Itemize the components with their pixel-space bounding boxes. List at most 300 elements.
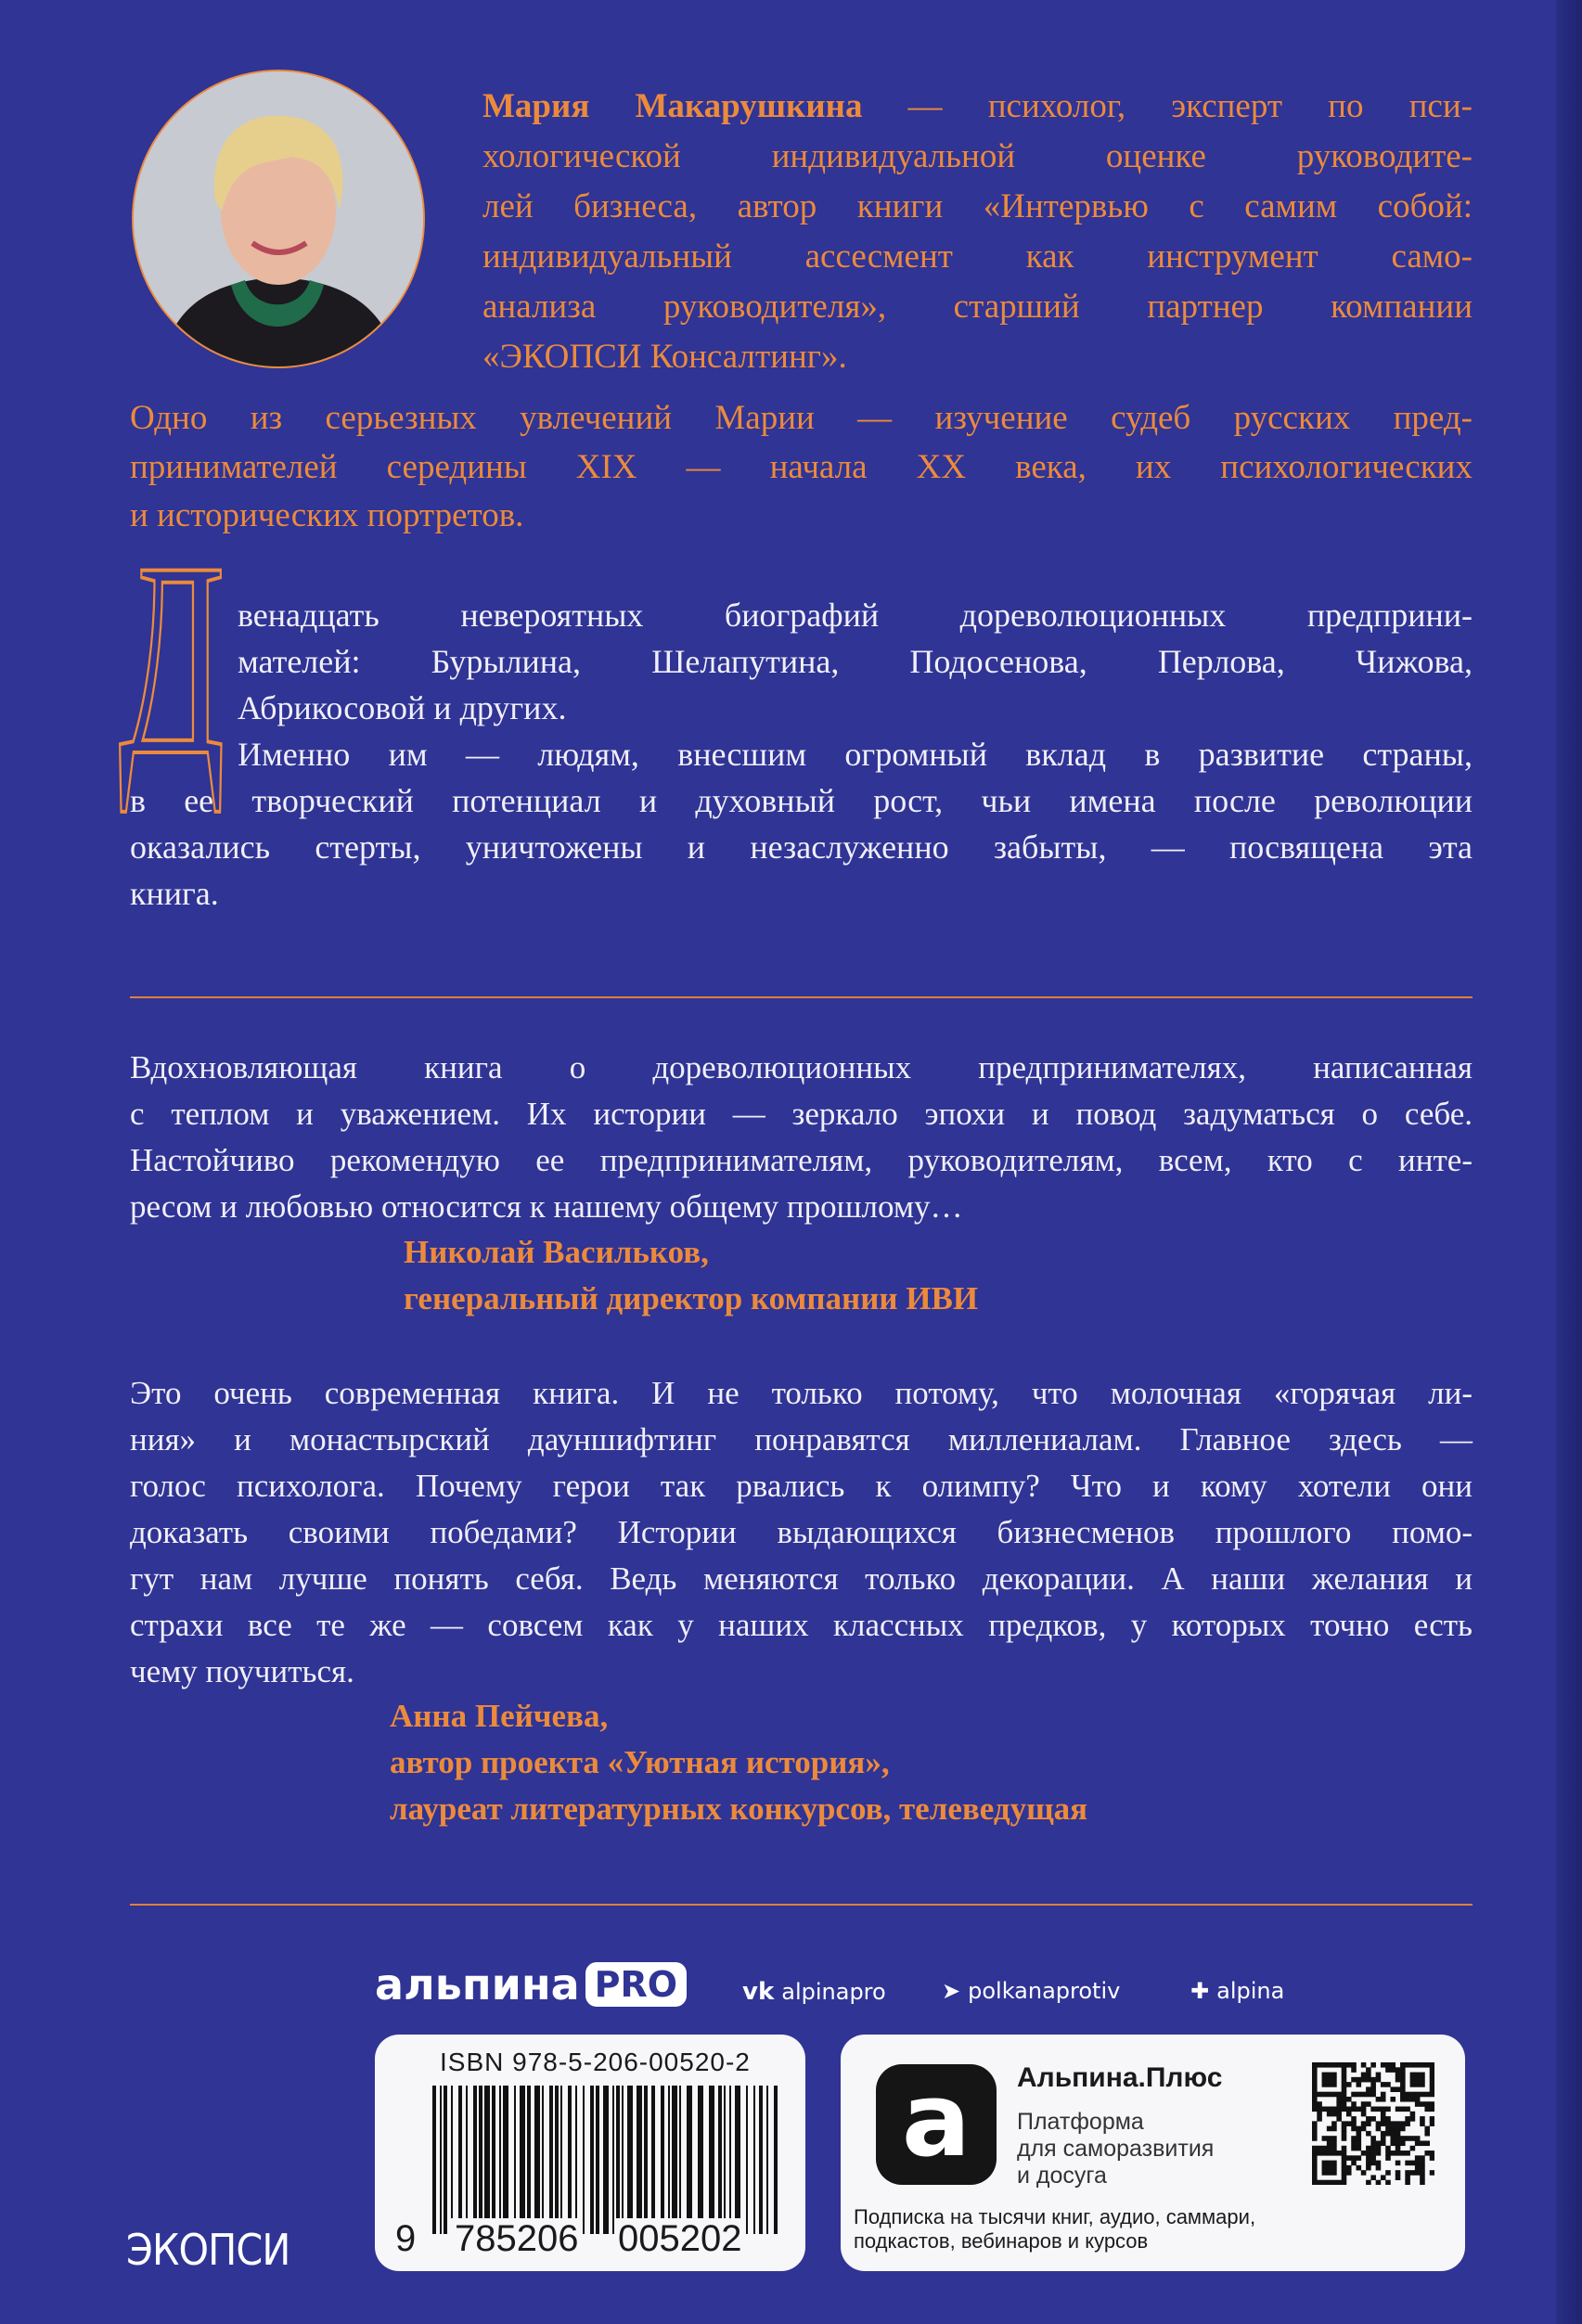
barcode-bar <box>451 2086 453 2234</box>
qr-module <box>1400 2151 1406 2156</box>
qr-module <box>1415 2097 1421 2102</box>
qr-module <box>1357 2136 1362 2141</box>
review-line: ния» и монастырский дауншифтинг понравятся миллениалам. Главное здесь — <box>130 1421 1473 1457</box>
qr-module <box>1351 2092 1357 2098</box>
divider <box>130 1904 1473 1906</box>
qr-module <box>1390 2140 1396 2146</box>
review-2 <box>130 1370 1473 1695</box>
qr-module <box>1346 2082 1352 2087</box>
qr-module <box>1327 2170 1332 2176</box>
qr-module <box>1376 2140 1382 2146</box>
qr-module <box>1405 2116 1410 2122</box>
qr-module <box>1312 2073 1318 2078</box>
qr-module <box>1317 2107 1322 2112</box>
qr-code[interactable] <box>1312 2062 1434 2185</box>
qr-module <box>1361 2121 1367 2126</box>
vk-icon: vk <box>742 1978 775 2006</box>
qr-module <box>1420 2092 1425 2098</box>
qr-module <box>1370 2082 1376 2087</box>
logo-badge: PRO <box>585 1962 687 2007</box>
qr-module <box>1322 2082 1328 2087</box>
barcode-bar <box>753 2086 755 2234</box>
barcode-bar <box>759 2086 763 2234</box>
qr-module <box>1366 2180 1371 2185</box>
qr-module <box>1410 2092 1416 2098</box>
annotation-line: мателей: Бурылина, Шелапутина, Подосенова, Перлова, Чижова, <box>238 643 1473 680</box>
qr-module <box>1322 2146 1328 2151</box>
barcode-bar <box>432 2086 436 2234</box>
qr-module <box>1351 2155 1357 2161</box>
social-alpina: ✚ alpina <box>1190 1978 1285 2004</box>
qr-module <box>1366 2131 1371 2137</box>
qr-module <box>1336 2092 1342 2098</box>
qr-module <box>1351 2121 1357 2126</box>
qr-module <box>1342 2151 1347 2156</box>
divider <box>130 996 1473 998</box>
barcode-bar <box>735 2086 740 2234</box>
barcode-digit: 9 <box>395 2218 417 2259</box>
qr-module <box>1381 2092 1386 2098</box>
barcode-bar <box>568 2086 572 2234</box>
barcode <box>432 2086 785 2234</box>
barcode-bar <box>479 2086 482 2234</box>
qr-module <box>1366 2086 1371 2092</box>
qr-module <box>1342 2126 1347 2132</box>
qr-module <box>1370 2077 1376 2083</box>
qr-module <box>1346 2170 1352 2176</box>
qr-module <box>1390 2121 1396 2126</box>
review-line: страхи все те же — совсем как у наших классных предков, у которых точно есть <box>130 1607 1473 1643</box>
qr-module <box>1400 2140 1406 2146</box>
qr-module <box>1357 2107 1362 2112</box>
barcode-bar <box>527 2086 531 2234</box>
qr-module <box>1424 2131 1430 2137</box>
review-line: с теплом и уважением. Их истории — зеркало эпохи и повод задуматься о себе. <box>130 1096 1473 1132</box>
qr-module <box>1400 2107 1406 2112</box>
qr-module <box>1327 2126 1332 2132</box>
qr-module <box>1390 2136 1396 2141</box>
qr-module <box>1376 2097 1382 2102</box>
qr-module <box>1312 2165 1318 2171</box>
barcode-bar <box>590 2086 594 2234</box>
barcode-bar <box>542 2086 544 2234</box>
qr-module <box>1410 2073 1416 2078</box>
qr-module <box>1381 2112 1386 2117</box>
qr-module <box>1327 2151 1332 2156</box>
qr-module <box>1331 2180 1337 2185</box>
review-line: доказать своими победами? Истории выдающихся бизнесменов прошлого помо- <box>130 1514 1473 1550</box>
reviewer-title: генеральный директор компании ИВИ <box>404 1280 979 1316</box>
qr-module <box>1361 2107 1367 2112</box>
qr-module <box>1331 2062 1337 2068</box>
annotation-line: оказались стерты, уничтожены и незаслуженно забыты, — посвящена эта <box>130 828 1473 866</box>
qr-module <box>1331 2121 1337 2126</box>
barcode-bar <box>458 2086 462 2234</box>
review-2-signature <box>390 1693 1087 1832</box>
qr-module <box>1331 2077 1337 2083</box>
qr-module <box>1331 2165 1337 2171</box>
qr-module <box>1396 2136 1401 2141</box>
qr-module <box>1381 2131 1386 2137</box>
qr-module <box>1430 2086 1434 2092</box>
qr-module <box>1430 2170 1434 2176</box>
qr-module <box>1312 2101 1318 2107</box>
bio-line: Мария Макарушкина — психолог, эксперт по пси- <box>482 87 1473 125</box>
qr-module <box>1327 2107 1332 2112</box>
qr-module <box>1396 2151 1401 2156</box>
qr-module <box>1410 2136 1416 2141</box>
qr-module <box>1376 2146 1382 2151</box>
qr-module <box>1317 2101 1322 2107</box>
barcode-digits: 785206 <box>451 2218 582 2260</box>
barcode-bar <box>520 2086 525 2234</box>
qr-module <box>1370 2116 1376 2122</box>
qr-module <box>1366 2067 1371 2073</box>
qr-module <box>1317 2180 1322 2185</box>
qr-module <box>1342 2155 1347 2161</box>
qr-module <box>1385 2116 1391 2122</box>
qr-module <box>1357 2140 1362 2146</box>
qr-module <box>1327 2112 1332 2117</box>
qr-module <box>1385 2126 1391 2132</box>
qr-module <box>1376 2073 1382 2078</box>
qr-module <box>1331 2112 1337 2117</box>
qr-module <box>1370 2161 1376 2166</box>
qr-module <box>1396 2107 1401 2112</box>
barcode-bar <box>484 2086 490 2234</box>
qr-module <box>1361 2092 1367 2098</box>
social-vk: vk alpinapro <box>742 1978 886 2006</box>
qr-module <box>1420 2170 1425 2176</box>
qr-module <box>1357 2155 1362 2161</box>
qr-module <box>1366 2155 1371 2161</box>
qr-module <box>1430 2062 1434 2068</box>
reviewer-title: автор проекта «Уютная история», <box>390 1744 890 1780</box>
qr-module <box>1396 2067 1401 2073</box>
qr-module <box>1430 2077 1434 2083</box>
qr-module <box>1351 2146 1357 2151</box>
qr-module <box>1396 2121 1401 2126</box>
qr-module <box>1381 2136 1386 2141</box>
qr-module <box>1336 2151 1342 2156</box>
barcode-bar <box>622 2086 624 2234</box>
promo-subtitle: Платформа для саморазвития и досуга <box>1017 2109 1215 2189</box>
qr-module <box>1357 2082 1362 2087</box>
review-1-signature <box>404 1229 978 1322</box>
qr-module <box>1336 2112 1342 2117</box>
qr-module <box>1405 2180 1410 2185</box>
review-line: гут нам лучше понять себя. Ведь меняются только декорации. А наши желания и <box>130 1560 1473 1597</box>
qr-module <box>1381 2062 1386 2068</box>
qr-module <box>1390 2097 1396 2102</box>
qr-module <box>1376 2161 1382 2166</box>
qr-module <box>1342 2062 1347 2068</box>
qr-module <box>1415 2101 1421 2107</box>
qr-module <box>1424 2092 1430 2098</box>
qr-module <box>1342 2146 1347 2151</box>
qr-module <box>1312 2146 1318 2151</box>
barcode-bar <box>444 2086 447 2234</box>
qr-module <box>1400 2062 1406 2068</box>
qr-module <box>1327 2077 1332 2083</box>
qr-module <box>1361 2101 1367 2107</box>
qr-module <box>1336 2101 1342 2107</box>
barcode-bar <box>514 2086 516 2234</box>
qr-module <box>1361 2112 1367 2117</box>
qr-module <box>1381 2116 1386 2122</box>
qr-module <box>1331 2170 1337 2176</box>
qr-module <box>1361 2077 1367 2083</box>
barcode-bar <box>612 2086 614 2234</box>
qr-module <box>1405 2151 1410 2156</box>
qr-module <box>1415 2170 1421 2176</box>
qr-module <box>1312 2151 1318 2156</box>
qr-module <box>1376 2180 1382 2185</box>
qr-module <box>1366 2165 1371 2171</box>
qr-module <box>1351 2077 1357 2083</box>
hobby-line: принимателей середины XIX — начала XX века, их психологических <box>130 447 1473 486</box>
review-line: Это очень современная книга. И не только потому, что молочная «горячая ли- <box>130 1375 1473 1411</box>
qr-module <box>1405 2092 1410 2098</box>
barcode-bar <box>583 2086 585 2234</box>
qr-module <box>1415 2062 1421 2068</box>
qr-module <box>1430 2107 1434 2112</box>
qr-module <box>1400 2136 1406 2141</box>
qr-module <box>1361 2151 1367 2156</box>
qr-module <box>1327 2146 1332 2151</box>
qr-module <box>1420 2101 1425 2107</box>
qr-module <box>1357 2165 1362 2171</box>
qr-module <box>1327 2092 1332 2098</box>
barcode-card <box>375 2035 805 2271</box>
review-1 <box>130 1045 1473 1230</box>
qr-module <box>1430 2092 1434 2098</box>
qr-module <box>1361 2170 1367 2176</box>
drop-cap: Д <box>119 505 225 813</box>
qr-module <box>1312 2121 1318 2126</box>
qr-module <box>1405 2107 1410 2112</box>
qr-module <box>1361 2073 1367 2078</box>
barcode-bar <box>668 2086 670 2234</box>
qr-module <box>1415 2082 1421 2087</box>
qr-module <box>1366 2092 1371 2098</box>
bio-line: анализа руководителя», старший партнер компании <box>482 288 1473 326</box>
qr-module <box>1424 2101 1430 2107</box>
qr-module <box>1336 2107 1342 2112</box>
barcode-bar <box>549 2086 553 2234</box>
qr-module <box>1331 2151 1337 2156</box>
promo-title: Альпина.Плюс <box>1017 2062 1223 2093</box>
qr-module <box>1420 2073 1425 2078</box>
qr-module <box>1317 2116 1322 2122</box>
barcode-bar <box>466 2086 468 2234</box>
qr-module <box>1322 2180 1328 2185</box>
qr-module <box>1370 2151 1376 2156</box>
qr-module <box>1357 2077 1362 2083</box>
qr-module <box>1317 2092 1322 2098</box>
qr-module <box>1336 2116 1342 2122</box>
qr-module <box>1396 2175 1401 2180</box>
qr-module <box>1317 2112 1322 2117</box>
qr-module <box>1400 2092 1406 2098</box>
qr-module <box>1430 2151 1434 2156</box>
qr-module <box>1361 2126 1367 2132</box>
qr-module <box>1342 2077 1347 2083</box>
qr-module <box>1351 2067 1357 2073</box>
qr-module <box>1312 2067 1318 2073</box>
qr-module <box>1376 2077 1382 2083</box>
qr-module <box>1410 2082 1416 2087</box>
qr-module <box>1410 2161 1416 2166</box>
qr-module <box>1342 2170 1347 2176</box>
qr-module <box>1317 2146 1322 2151</box>
qr-module <box>1400 2126 1406 2132</box>
qr-module <box>1322 2165 1328 2171</box>
qr-module <box>1361 2062 1367 2068</box>
qr-module <box>1322 2073 1328 2078</box>
qr-module <box>1331 2161 1337 2166</box>
reviewer-title: лауреат литературных конкурсов, телеведущая <box>390 1791 1088 1827</box>
qr-module <box>1312 2092 1318 2098</box>
qr-module <box>1424 2062 1430 2068</box>
qr-module <box>1312 2175 1318 2180</box>
barcode-bar <box>473 2086 477 2234</box>
barcode-bar <box>616 2086 620 2234</box>
qr-module <box>1385 2082 1391 2087</box>
qr-module <box>1376 2107 1382 2112</box>
qr-module <box>1420 2165 1425 2171</box>
annotation-line: Именно им — людям, внесшим огромный вклад в развитие страны, <box>238 736 1473 773</box>
qr-module <box>1322 2077 1328 2083</box>
qr-module <box>1342 2067 1347 2073</box>
barcode-bar <box>729 2086 731 2234</box>
qr-module <box>1331 2107 1337 2112</box>
alpina-plus-card <box>841 2035 1465 2271</box>
barcode-bar <box>575 2086 577 2234</box>
qr-module <box>1400 2097 1406 2102</box>
qr-module <box>1370 2155 1376 2161</box>
qr-module <box>1410 2062 1416 2068</box>
qr-module <box>1331 2082 1337 2087</box>
qr-module <box>1390 2131 1396 2137</box>
qr-module <box>1312 2107 1318 2112</box>
qr-module <box>1415 2073 1421 2078</box>
qr-module <box>1430 2067 1434 2073</box>
imprint-logo: ЭКОПСИ <box>126 2225 290 2275</box>
qr-module <box>1351 2107 1357 2112</box>
barcode-bar <box>627 2086 633 2234</box>
barcode-bar <box>718 2086 722 2234</box>
qr-module <box>1396 2086 1401 2092</box>
qr-module <box>1420 2121 1425 2126</box>
qr-module <box>1327 2136 1332 2141</box>
hobby-line: Одно из серьезных увлечений Марии — изучение судеб русских пред- <box>130 399 1473 437</box>
qr-module <box>1390 2067 1396 2073</box>
qr-module <box>1357 2092 1362 2098</box>
barcode-bar <box>492 2086 495 2234</box>
qr-module <box>1405 2121 1410 2126</box>
review-line: Настойчиво рекомендую ее предпринимателям, руководителям, всем, кто с инте- <box>130 1142 1473 1178</box>
author-name: Мария Макарушкина <box>482 87 863 125</box>
qr-module <box>1385 2170 1391 2176</box>
qr-module <box>1400 2082 1406 2087</box>
barcode-bar <box>499 2086 501 2234</box>
qr-module <box>1322 2170 1328 2176</box>
qr-module <box>1396 2131 1401 2137</box>
annotation-line: Абрикосовой и других. <box>238 689 567 726</box>
annotation-line: в ее творческий потенциал и духовный рост, чьи имена после революции <box>130 782 1473 819</box>
review-line: чему поучиться. <box>130 1653 354 1689</box>
qr-module <box>1370 2092 1376 2098</box>
qr-module <box>1351 2140 1357 2146</box>
qr-module <box>1322 2107 1328 2112</box>
bio-line: хологической индивидуальной оценке руководите- <box>482 137 1473 175</box>
qr-module <box>1396 2077 1401 2083</box>
qr-module <box>1357 2126 1362 2132</box>
qr-module <box>1430 2101 1434 2107</box>
qr-module <box>1376 2121 1382 2126</box>
qr-module <box>1342 2136 1347 2141</box>
qr-module <box>1420 2180 1425 2185</box>
barcode-bar <box>534 2086 540 2234</box>
qr-module <box>1415 2165 1421 2171</box>
qr-module <box>1410 2116 1416 2122</box>
barcode-bar <box>724 2086 726 2234</box>
qr-module <box>1405 2175 1410 2180</box>
qr-module <box>1342 2092 1347 2098</box>
qr-module <box>1342 2101 1347 2107</box>
qr-module <box>1327 2082 1332 2087</box>
qr-module <box>1430 2116 1434 2122</box>
hobby-line: и исторических портретов. <box>130 496 524 534</box>
qr-module <box>1400 2121 1406 2126</box>
qr-module <box>1346 2062 1352 2068</box>
annotation-line: книга. <box>130 875 219 912</box>
qr-module <box>1346 2121 1352 2126</box>
qr-module <box>1420 2155 1425 2161</box>
barcode-bar <box>440 2086 442 2234</box>
author-hobby <box>130 394 1473 541</box>
qr-module <box>1312 2161 1318 2166</box>
barcode-bar <box>774 2086 778 2234</box>
qr-module <box>1312 2086 1318 2092</box>
qr-module <box>1376 2165 1382 2171</box>
qr-module <box>1342 2131 1347 2137</box>
qr-module <box>1400 2067 1406 2073</box>
qr-module <box>1385 2067 1391 2073</box>
qr-module <box>1390 2126 1396 2132</box>
qr-module <box>1381 2121 1386 2126</box>
qr-module <box>1322 2092 1328 2098</box>
qr-module <box>1346 2165 1352 2171</box>
qr-module <box>1351 2136 1357 2141</box>
qr-module <box>1410 2146 1416 2151</box>
qr-module <box>1346 2155 1352 2161</box>
qr-module <box>1410 2077 1416 2083</box>
qr-module <box>1376 2126 1382 2132</box>
qr-module <box>1405 2062 1410 2068</box>
qr-module <box>1415 2161 1421 2166</box>
qr-module <box>1366 2146 1371 2151</box>
qr-module <box>1312 2126 1318 2132</box>
qr-module <box>1385 2121 1391 2126</box>
qr-module <box>1322 2136 1328 2141</box>
qr-module <box>1331 2073 1337 2078</box>
qr-module <box>1430 2155 1434 2161</box>
publisher-logo: альпина PRO <box>375 1959 687 2009</box>
qr-module <box>1342 2097 1347 2102</box>
qr-module <box>1327 2180 1332 2185</box>
